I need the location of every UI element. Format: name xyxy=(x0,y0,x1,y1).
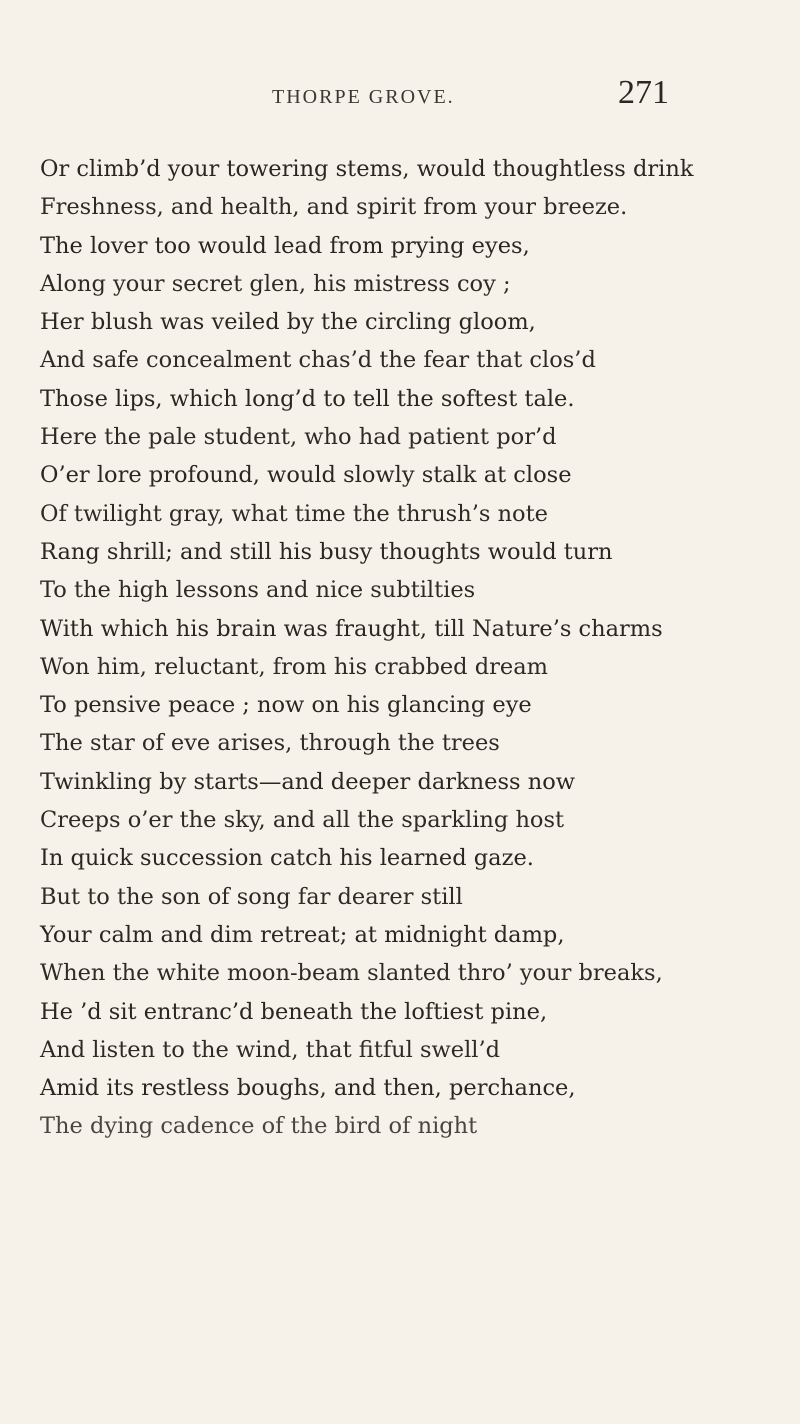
poem-line: And listen to the wind, that fitful swell’d xyxy=(40,1036,501,1063)
poem-line: The dying cadence of the bird of night xyxy=(40,1113,478,1140)
page-number: 271 xyxy=(618,74,669,111)
poem-line: Here the pale student, who had patient por’d xyxy=(40,424,557,451)
poem-line: To pensive peace ; now on his glancing eye xyxy=(40,692,532,719)
poem-line: But to the son of song far dearer still xyxy=(40,883,463,910)
poem-line: Creeps o’er the sky, and all the sparkling host xyxy=(40,807,565,834)
poem-line: Those lips, which long’d to tell the softest tale. xyxy=(40,385,575,412)
poem-line: Amid its restless boughs, and then, perchance, xyxy=(40,1075,576,1102)
poem-line: And safe concealment chas’d the fear that clos’d xyxy=(40,347,596,374)
poem-line: He ’d sit entranc’d beneath the loftiest pine, xyxy=(40,998,548,1025)
poem-line: Of twilight gray, what time the thrush’s note xyxy=(40,500,548,527)
running-title: THORPE GROVE. xyxy=(272,86,455,108)
poem-line: O’er lore profound, would slowly stalk at close xyxy=(40,462,572,489)
poem-line: Won him, reluctant, from his crabbed dream xyxy=(40,653,548,680)
poem-line: Freshness, and health, and spirit from your breeze. xyxy=(40,194,628,221)
poem-line: The star of eve arises, through the trees xyxy=(40,730,500,757)
poem-line: When the white moon-beam slanted thro’ your breaks, xyxy=(40,960,663,987)
poem-line: Along your secret glen, his mistress coy ; xyxy=(40,270,511,297)
poem-line: Your calm and dim retreat; at midnight damp, xyxy=(40,921,565,948)
poem-text xyxy=(40,150,760,1146)
poem-line: With which his brain was fraught, till Nature’s charms xyxy=(40,615,663,642)
poem-line: Rang shrill; and still his busy thoughts would turn xyxy=(40,538,613,565)
running-header xyxy=(0,74,800,120)
poem-line: Twinkling by starts—and deeper darkness now xyxy=(40,768,576,795)
poem-line: The lover too would lead from prying eyes, xyxy=(40,232,530,259)
poem-line: Her blush was veiled by the circling gloom, xyxy=(40,309,536,336)
poem-line: To the high lessons and nice subtilties xyxy=(40,577,476,604)
poem-line: Or climb’d your towering stems, would thoughtless drink xyxy=(40,156,694,182)
poem-line: In quick succession catch his learned gaze. xyxy=(40,845,534,872)
